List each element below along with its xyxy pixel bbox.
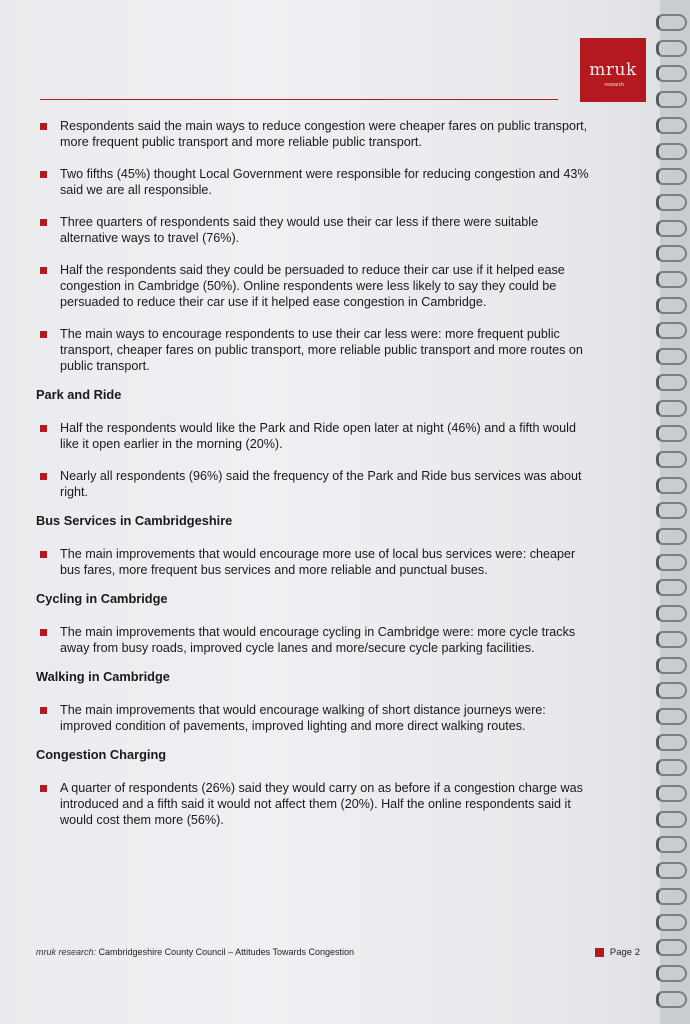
bullet-item	[36, 546, 596, 578]
binding-ring	[656, 682, 687, 699]
spiral-binding	[648, 0, 690, 1024]
binding-ring	[656, 220, 687, 237]
bullet-text: Half the respondents would like the Park and Ride open later at night (46%) and a fifth would like it open earlier in the morning (20%).	[60, 421, 576, 451]
binding-ring	[656, 579, 687, 596]
binding-ring	[656, 888, 687, 905]
bullet-square-icon	[40, 219, 47, 226]
bullet-item	[36, 468, 596, 500]
binding-ring	[656, 605, 687, 622]
footer-brand: mruk research:	[36, 947, 97, 957]
page-footer	[36, 947, 646, 961]
binding-ring	[656, 245, 687, 262]
binding-ring	[656, 40, 687, 57]
binding-ring	[656, 759, 687, 776]
bullet-item	[36, 702, 596, 734]
binding-ring	[656, 14, 687, 31]
bullet-square-icon	[40, 629, 47, 636]
bullet-text: Three quarters of respondents said they would use their car less if there were suitable alternative ways to travel (76%).	[60, 215, 539, 245]
binding-ring	[656, 322, 687, 339]
bullet-item	[36, 214, 596, 246]
binding-ring	[656, 862, 687, 879]
binding-ring	[656, 939, 687, 956]
binding-ring	[656, 348, 687, 365]
binding-ring	[656, 91, 687, 108]
binding-ring	[656, 836, 687, 853]
bullet-item	[36, 624, 596, 656]
bullet-text: Respondents said the main ways to reduce congestion were cheaper fares on public transport, more frequent public transport and more reliable public transport.	[60, 119, 588, 149]
bullet-item	[36, 262, 596, 310]
section-heading-walking: Walking in Cambridge	[36, 669, 170, 684]
binding-ring	[656, 528, 687, 545]
bullet-item	[36, 420, 596, 452]
mruk-logo	[580, 38, 646, 102]
section-heading-park-and-ride: Park and Ride	[36, 387, 122, 402]
bullet-text: A quarter of respondents (26%) said they would carry on as before if a congestion charge was introduced and a fifth said it would not affect them (20%). Half the online respondents said it would cost them more (56%).	[60, 781, 583, 827]
bullet-square-icon	[40, 267, 47, 274]
binding-ring	[656, 914, 687, 931]
binding-ring	[656, 708, 687, 725]
bullet-square-icon	[40, 171, 47, 178]
binding-ring	[656, 297, 687, 314]
bullet-text: Nearly all respondents (96%) said the frequency of the Park and Ride bus services was about right.	[60, 469, 582, 499]
binding-ring	[656, 451, 687, 468]
section-heading-bus-services: Bus Services in Cambridgeshire	[36, 513, 233, 528]
binding-ring	[656, 143, 687, 160]
bullet-text: The main ways to encourage respondents to use their car less were: more frequent public transport, cheaper fares on public transport, more reliable public transport and more routes on public transport.	[60, 327, 583, 373]
binding-ring	[656, 400, 687, 417]
binding-ring	[656, 811, 687, 828]
logo-subtext: research	[604, 82, 624, 88]
binding-ring	[656, 194, 687, 211]
footer-title: Cambridgeshire County Council – Attitudes Towards Congestion	[98, 947, 355, 957]
bullet-text: The main improvements that would encourage more use of local bus services were: cheaper bus fares, more frequent bus services and more reliable and punctual buses.	[60, 547, 576, 577]
binding-ring	[656, 554, 687, 571]
bullet-item	[36, 326, 596, 374]
binding-ring	[656, 965, 687, 982]
bullet-item	[36, 780, 596, 828]
binding-ring	[656, 425, 687, 442]
bullet-item	[36, 166, 596, 198]
bullet-square-icon	[40, 331, 47, 338]
binding-ring	[656, 785, 687, 802]
bullet-text: The main improvements that would encourage walking of short distance journeys were: improved condition of pavements, improved lighting and more direct walking routes.	[60, 703, 546, 733]
bullet-text: The main improvements that would encourage cycling in Cambridge were: more cycle tracks away from busy roads, improved cycle lanes and more/secure cycle parking facilities.	[60, 625, 576, 655]
binding-ring	[656, 374, 687, 391]
binding-ring	[656, 631, 687, 648]
bullet-item	[36, 118, 596, 150]
section-heading-cycling: Cycling in Cambridge	[36, 591, 168, 606]
header-rule	[40, 99, 558, 100]
binding-ring	[656, 271, 687, 288]
bullet-square-icon	[40, 551, 47, 558]
section-heading-congestion-charging: Congestion Charging	[36, 747, 167, 762]
binding-ring	[656, 477, 687, 494]
bullet-square-icon	[40, 425, 47, 432]
page-square-icon	[595, 948, 604, 957]
bullet-square-icon	[40, 473, 47, 480]
bullet-text: Two fifths (45%) thought Local Government were responsible for reducing congestion and 43% said we are all responsible.	[60, 167, 589, 197]
bullet-square-icon	[40, 707, 47, 714]
binding-ring	[656, 502, 687, 519]
binding-ring	[656, 117, 687, 134]
binding-ring	[656, 168, 687, 185]
page-content	[36, 118, 596, 844]
page-number: Page 2	[609, 947, 640, 958]
binding-ring	[656, 734, 687, 751]
bullet-square-icon	[40, 123, 47, 130]
binding-ring	[656, 65, 687, 82]
binding-ring	[656, 657, 687, 674]
bullet-text: Half the respondents said they could be persuaded to reduce their car use if it helped ease congestion in Cambridge (50%). Online respondents were less likely to say they could be persuaded to reduce their car use if it helped ease congestion in Cambridge.	[60, 263, 565, 309]
bullet-square-icon	[40, 785, 47, 792]
logo-text: mruk	[589, 60, 637, 80]
binding-ring	[656, 991, 687, 1008]
